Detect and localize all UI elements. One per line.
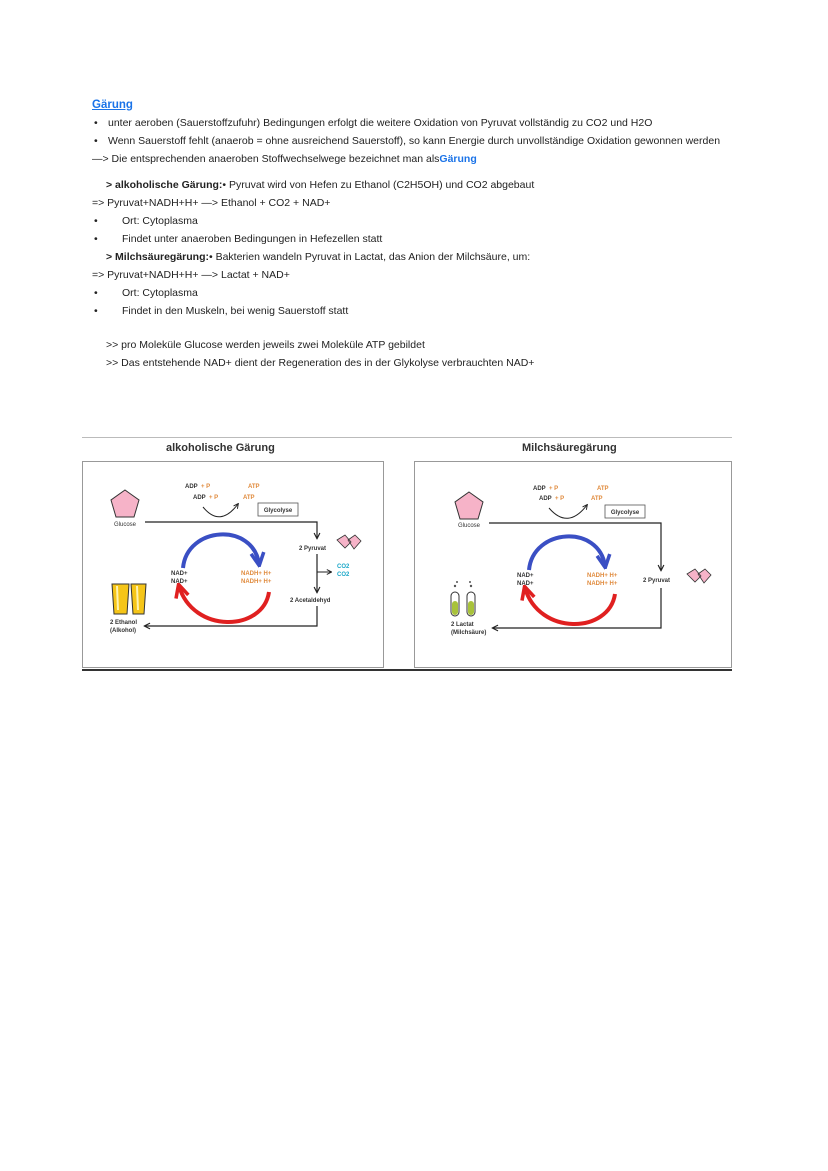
lactic-bullet: Findet in den Muskeln, bei wenig Sauerstoff statt: [122, 305, 349, 317]
figure-top-rule: [82, 437, 732, 438]
glucose-pentagon-icon: [111, 490, 139, 517]
lactic-text: • Bakterien wandeln Pyruvat in Lactat, das Anion der Milchsäure, um:: [208, 251, 531, 263]
lactic-heading: > Milchsäuregärung:: [106, 251, 209, 263]
intro-bullet-text: unter aeroben (Sauerstoffzufuhr) Bedingungen erfolgt die weitere Oxidation von Pyruvat vollständig zu CO2 und H2O: [108, 117, 653, 129]
bullet-symbol: •: [94, 233, 98, 245]
nad-label: NAD+: [517, 573, 534, 579]
alcoholic-text: • Pyruvat wird von Hefen zu Ethanol (C2H5OH) und CO2 abgebaut: [222, 179, 535, 191]
figure-bottom-rule: [82, 669, 732, 671]
panel-title-alcoholic: alkoholische Gärung: [166, 442, 275, 454]
alcoholic-bullet: Findet unter anaeroben Bedingungen in Hefezellen statt: [122, 233, 383, 245]
bullet-symbol: •: [94, 305, 98, 317]
test-tube-icon: [451, 581, 475, 616]
atp-label: ATP: [243, 495, 255, 501]
notes-section: [92, 96, 752, 372]
lactic-bullet: Ort: Cytoplasma: [122, 287, 198, 299]
nad-label: NAD+: [171, 579, 188, 585]
adp-label: ADP: [193, 495, 206, 501]
atp-curve-arrow: [549, 505, 587, 518]
lactic-diagram: [415, 462, 731, 667]
bullet-symbol: •: [94, 117, 98, 129]
fermentation-figure: [82, 437, 732, 672]
nad-label: NAD+: [171, 571, 188, 577]
atp-label: ATP: [591, 496, 603, 502]
alcoholic-diagram: [83, 462, 383, 667]
glucose-label: Glucose: [113, 522, 137, 528]
pyruvat-molecule-icon: [687, 569, 711, 583]
page-title: Gärung: [92, 99, 133, 111]
alcoholic-heading: > alkoholische Gärung:: [106, 179, 223, 191]
bullet-symbol: •: [94, 287, 98, 299]
lactic-section: [92, 248, 752, 320]
summary-section: [92, 336, 752, 372]
glucose-label: Glucose: [457, 523, 481, 529]
lactic-equation: => Pyruvat+NADH+H+ —> Lactat + NAD+: [92, 269, 290, 281]
summary-line: >> pro Moleküle Glucose werden jeweils zwei Moleküle ATP gebildet: [106, 339, 425, 351]
pyruvat-label: 2 Pyruvat: [299, 546, 327, 552]
ethanol-label: 2 Ethanol: [110, 620, 138, 626]
nad-reduction-arrow: [529, 536, 605, 570]
intro-bullet: [92, 114, 752, 132]
summary-line: >> Das entstehende NAD+ dient der Regeneration des in der Glykolyse verbrauchten NAD+: [106, 357, 535, 369]
nad-reduction-arrow: [183, 534, 259, 568]
plus-p-label: + P: [549, 486, 559, 492]
conclusion-term: Gärung: [439, 153, 477, 165]
lactat-label: 2 Lactat: [451, 622, 474, 628]
plus-p-label: + P: [555, 496, 565, 502]
panel-title-lactic: Milchsäuregärung: [522, 442, 617, 454]
nadh-label: NADH+ H+: [241, 579, 272, 585]
atp-curve-arrow: [203, 504, 238, 517]
co2-label: CO2: [337, 572, 350, 578]
beer-glass-icon: [112, 584, 146, 614]
alkohol-label: (Alkohol): [110, 628, 136, 634]
pyruvat-label: 2 Pyruvat: [643, 578, 671, 584]
glycolyse-label: Glycolyse: [610, 510, 640, 516]
nadh-label: NADH+ H+: [587, 573, 618, 579]
glucose-path-arrow: [489, 523, 661, 570]
alcoholic-bullet: Ort: Cytoplasma: [122, 215, 198, 227]
alcoholic-section: [92, 176, 752, 248]
nadh-label: NADH+ H+: [241, 571, 272, 577]
conclusion-text: —> Die entsprechenden anaeroben Stoffwechselwege bezeichnet man als: [92, 153, 440, 165]
pyruvat-molecule-icon: [337, 535, 361, 549]
milchsaeure-label: (Milchsäure): [451, 630, 487, 636]
plus-p-label: + P: [209, 495, 219, 501]
nadh-oxidation-arrow: [525, 588, 615, 624]
plus-p-label: + P: [201, 484, 211, 490]
adp-label: ADP: [533, 486, 546, 492]
adp-label: ADP: [185, 484, 198, 490]
atp-label: ATP: [597, 486, 609, 492]
atp-label: ATP: [248, 484, 260, 490]
glucose-pentagon-icon: [455, 492, 483, 519]
bullet-symbol: •: [94, 215, 98, 227]
lactic-diagram-panel: [414, 461, 732, 668]
adp-label: ADP: [539, 496, 552, 502]
intro-bullet: [92, 132, 752, 150]
bullet-symbol: •: [94, 135, 98, 147]
alcoholic-equation: => Pyruvat+NADH+H+ —> Ethanol + CO2 + NAD+: [92, 197, 331, 209]
conclusion-line: [92, 150, 752, 168]
glycolyse-label: Glycolyse: [263, 508, 293, 514]
nadh-oxidation-arrow: [179, 586, 269, 622]
acetaldehyd-label: 2 Acetaldehyd: [290, 598, 331, 604]
intro-bullet-text: Wenn Sauerstoff fehlt (anaerob = ohne ausreichend Sauerstoff), so kann Energie durch unvollständige Oxidation gewonnen werden: [108, 135, 721, 147]
alcoholic-diagram-panel: [82, 461, 384, 668]
nad-label: NAD+: [517, 581, 534, 587]
co2-label: CO2: [337, 564, 350, 570]
nadh-label: NADH+ H+: [587, 581, 618, 587]
